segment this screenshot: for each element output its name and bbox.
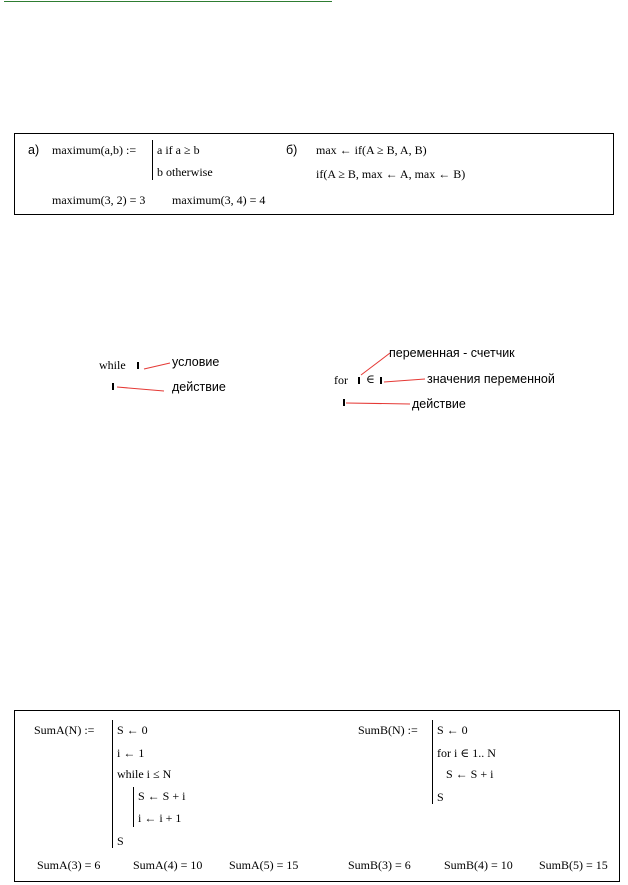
sumA-lhs: SumA(N) := — [34, 723, 95, 737]
max-assign-line: max ← if(A ≥ B, A, B) — [316, 143, 427, 157]
for-action-label: действие — [412, 397, 466, 411]
sumA-return: S — [117, 834, 124, 848]
label-a: а) — [28, 143, 40, 157]
while-keyword: while — [99, 358, 126, 372]
sumB-program-bar — [432, 720, 433, 804]
sumB-line-2: for i ∈ 1.. N — [437, 746, 496, 760]
while-action-placeholder — [112, 383, 114, 390]
sumA-line-1: S ← 0 — [117, 723, 148, 737]
for-keyword: for — [334, 373, 348, 387]
sumA-line-2: i ← 1 — [117, 746, 145, 760]
sum-eval: SumB(3) = 6 — [348, 858, 411, 872]
for-values-label: значения переменной — [427, 372, 555, 386]
for-in-symbol: ∈ — [366, 372, 375, 386]
maximum-line-1: a if a ≥ b — [157, 143, 200, 157]
sumA-inner-1: S ← S + i — [138, 789, 186, 803]
max-if-line: if(A ≥ B, max ← A, max ← B) — [316, 167, 466, 181]
while-condition-placeholder — [137, 362, 139, 369]
sum-eval: SumB(4) = 10 — [444, 858, 513, 872]
maximum-line-2: b otherwise — [157, 165, 213, 179]
sumA-line-3: while i ≤ N — [117, 767, 172, 781]
sum-eval: SumA(5) = 15 — [229, 858, 299, 872]
sum-eval: SumA(3) = 6 — [37, 858, 101, 872]
for-action-placeholder — [343, 399, 345, 406]
label-b: б) — [286, 143, 298, 157]
sumB-line-1: S ← 0 — [437, 723, 468, 737]
sum-eval: SumB(5) = 15 — [539, 858, 608, 872]
sumA-inner-2: i ← i + 1 — [138, 811, 182, 825]
sumB-lhs: SumB(N) := — [358, 723, 418, 737]
sum-eval: SumA(4) = 10 — [133, 858, 203, 872]
maximum-eval-2: maximum(3, 4) = 4 — [172, 193, 266, 207]
for-counter-label: переменная - счетчик — [389, 346, 515, 360]
for-values-placeholder — [380, 377, 382, 384]
while-condition-label: условие — [172, 355, 220, 369]
for-counter-placeholder — [358, 377, 360, 384]
sumA-program-bar — [112, 720, 113, 848]
maximum-definition-lhs: maximum(a,b) := — [52, 143, 137, 157]
sumA-while-body-bar — [133, 787, 134, 827]
while-action-label: действие — [172, 380, 226, 394]
sumB-line-3: S ← S + i — [446, 767, 494, 781]
panel-sum-functions — [14, 710, 620, 882]
sumB-return: S — [437, 790, 444, 804]
maximum-eval-1: maximum(3, 2) = 3 — [52, 193, 146, 207]
